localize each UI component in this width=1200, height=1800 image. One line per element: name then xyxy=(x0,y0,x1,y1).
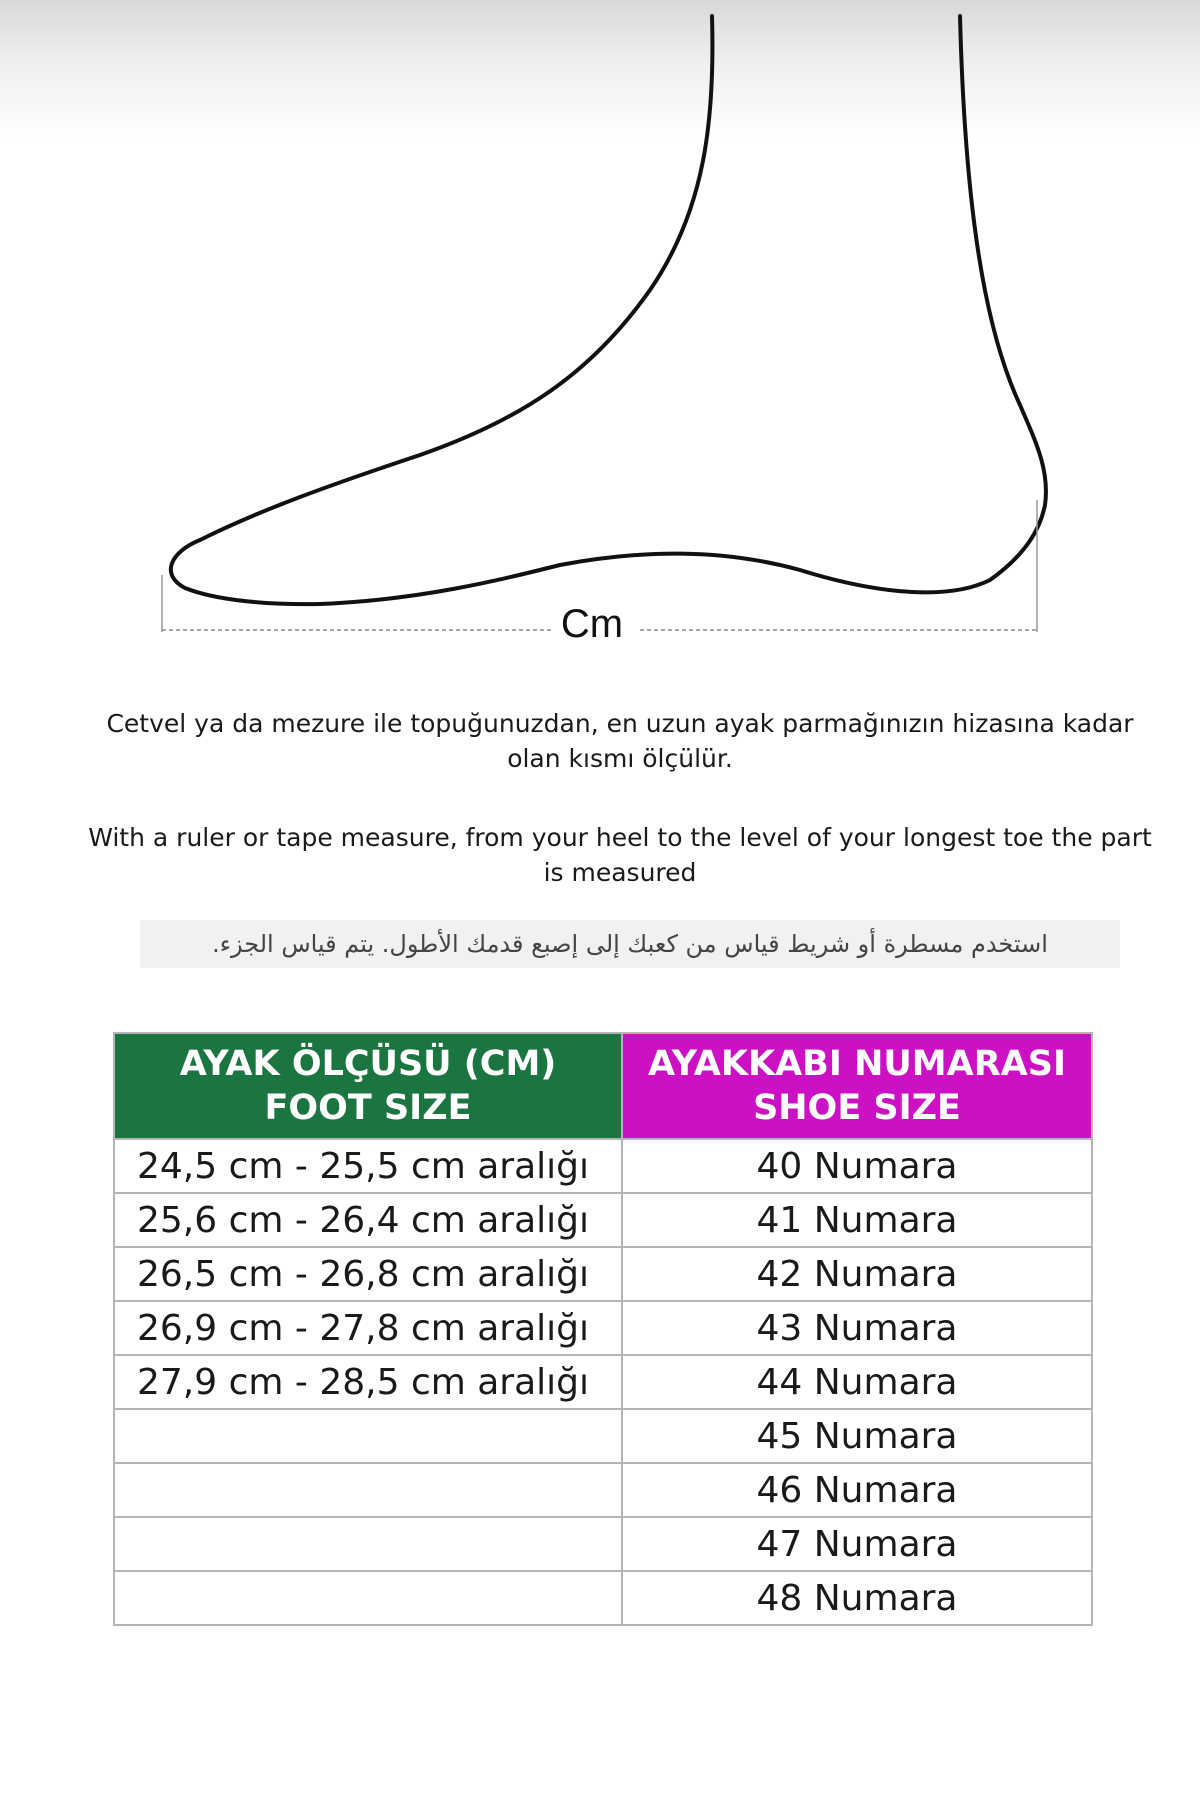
table-row xyxy=(114,1193,1092,1247)
table-row xyxy=(114,1409,1092,1463)
foot-size-cell: 25,6 cm - 26,4 cm aralığı xyxy=(114,1193,622,1247)
foot-size-header xyxy=(114,1033,622,1139)
shoe-size-cell: 44 Numara xyxy=(622,1355,1092,1409)
foot-size-cell: 26,5 cm - 26,8 cm aralığı xyxy=(114,1247,622,1301)
foot-outline-diagram xyxy=(0,0,1200,660)
shoe-size-cell: 41 Numara xyxy=(622,1193,1092,1247)
shoe-size-cell: 48 Numara xyxy=(622,1571,1092,1625)
shoe-size-header-tr: AYAKKABI NUMARASI xyxy=(648,1044,1066,1084)
table-row xyxy=(114,1571,1092,1625)
foot-size-cell xyxy=(114,1571,622,1625)
foot-size-cell xyxy=(114,1409,622,1463)
instruction-english: With a ruler or tape measure, from your heel to the level of your longest toe the part is measured xyxy=(88,823,1152,887)
table-row xyxy=(114,1301,1092,1355)
instruction-turkish: Cetvel ya da mezure ile topuğunuzdan, en uzun ayak parmağınızın hizasına kadar olan kısmı ölçülür. xyxy=(106,709,1134,773)
foot-size-cell xyxy=(114,1463,622,1517)
table-row xyxy=(114,1355,1092,1409)
size-chart-table xyxy=(113,1032,1093,1626)
instruction-arabic: استخدم مسطرة أو شريط قياس من كعبك إلى إصبع قدمك الأطول. يتم قياس الجزء. xyxy=(140,920,1120,968)
shoe-size-cell: 43 Numara xyxy=(622,1301,1092,1355)
shoe-size-cell: 46 Numara xyxy=(622,1463,1092,1517)
foot-size-cell: 26,9 cm - 27,8 cm aralığı xyxy=(114,1301,622,1355)
foot-size-header-en: FOOT SIZE xyxy=(264,1088,472,1128)
foot-size-header-tr: AYAK ÖLÇÜSÜ (CM) xyxy=(179,1044,557,1084)
shoe-size-cell: 40 Numara xyxy=(622,1139,1092,1193)
shoe-size-header xyxy=(622,1033,1092,1139)
table-row xyxy=(114,1517,1092,1571)
foot-size-cell: 27,9 cm - 28,5 cm aralığı xyxy=(114,1355,622,1409)
table-row xyxy=(114,1247,1092,1301)
foot-size-cell xyxy=(114,1517,622,1571)
foot-size-cell: 24,5 cm - 25,5 cm aralığı xyxy=(114,1139,622,1193)
shoe-size-cell: 47 Numara xyxy=(622,1517,1092,1571)
table-row xyxy=(114,1139,1092,1193)
measure-unit-label: Cm xyxy=(552,600,632,648)
shoe-size-cell: 45 Numara xyxy=(622,1409,1092,1463)
table-row xyxy=(114,1463,1092,1517)
shoe-size-cell: 42 Numara xyxy=(622,1247,1092,1301)
foot-outline xyxy=(171,16,1046,604)
shoe-size-header-en: SHOE SIZE xyxy=(753,1088,961,1128)
table-header-row xyxy=(114,1033,1092,1139)
